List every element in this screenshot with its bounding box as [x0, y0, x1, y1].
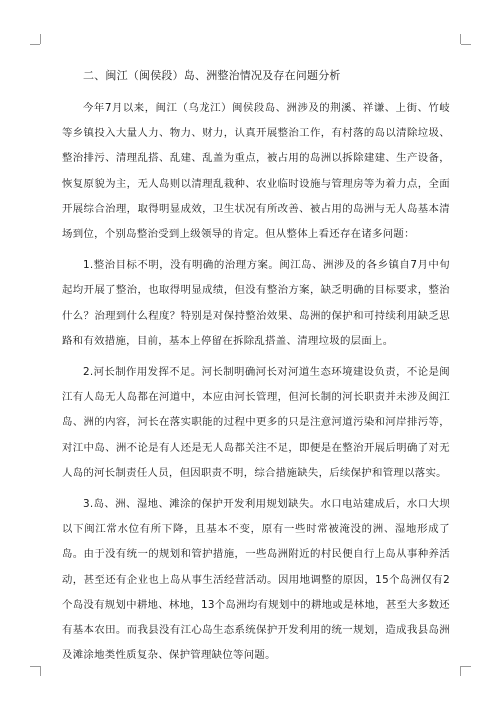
document-body	[62, 68, 450, 674]
crop-mark-top-left-v	[40, 34, 41, 44]
paragraph-item-2: 2.河长制作用发挥不足。河长制明确河长对河道生态环境建设负责，不论是闽江有人岛无人岛都在河道中，本应由河长管理，但河长制的河长职责并未涉及闽江岛、洲的内容，河长在落实职能的过程中更多的只是注意河道污染和河岸排污等，对江中岛、洲不论是有人还是无人岛都关注不足，即便是在整治开展后明确了对无人岛的河长制责任人员，但因职责不明，综合措施缺失，后续保护和管理以落实。	[62, 366, 450, 479]
crop-mark-top-right-v	[460, 34, 461, 44]
crop-mark-top-left-h	[30, 44, 40, 45]
crop-mark-bottom-left-h	[30, 666, 40, 667]
crop-mark-bottom-right-h	[461, 666, 471, 667]
crop-mark-top-right-h	[461, 44, 471, 45]
crop-mark-bottom-right-v	[460, 666, 461, 676]
paragraph-item-3: 3.岛、洲、湿地、滩涂的保护开发利用规划缺失。水口电站建成后，水口大坝以下闽江常水位有所下降，且基本不变，原有一些时常被淹没的洲、湿地形成了岛。由于没有统一的规划和管护措施，一些岛洲附近的村民便自行上岛从事种养活动，甚至还有企业也上岛从事生活经营活动。因用地调整的原因，15个岛洲仅有2个岛没有规划中耕地、林地，13个岛洲均有规划中的耕地或是林地，甚至大多数还有基本农田。而我县没有江心岛生态系统保护开发利用的统一规划，造成我县岛洲及滩涂地类性质复杂、保护管理缺位等问题。	[62, 498, 450, 662]
paragraph-item-1: 1.整治目标不明，没有明确的治理方案。闽江岛、洲涉及的各乡镇自7月中旬起均开展了整治，也取得明显成绩，但没有整治方案，缺乏明确的目标要求，整治什么？治理到什么程度？特别是对保持整治效果、岛洲的保护和可持续利用缺乏思路和有效措施，目前，基本上停留在拆除乱搭盖、清理垃圾的层面上。	[62, 259, 450, 347]
crop-mark-bottom-left-v	[40, 666, 41, 676]
paragraph-intro: 今年7月以来，闽江（乌龙江）闽侯段岛、洲涉及的荆溪、祥谦、上街、竹岐等乡镇投入大量人力、物力、财力，认真开展整治工作，有村落的岛以清除垃圾、整治排污、清理乱搭、乱建、乱盖为重点，被占用的岛洲以拆除建建、生产设备，恢复原貌为主，无人岛则以清理乱栽种、农业临时设施与管理房等为着力点，全面开展综合治理，取得明显成效，卫生状况有所改善、被占用的岛洲与无人岛基本清场到位，个别岛整治受到上级领导的肯定。但从整体上看还存在诸多问题：	[62, 102, 450, 241]
section-heading: 二、闽江（闽侯段）岛、洲整治情况及存在问题分析	[83, 69, 341, 82]
